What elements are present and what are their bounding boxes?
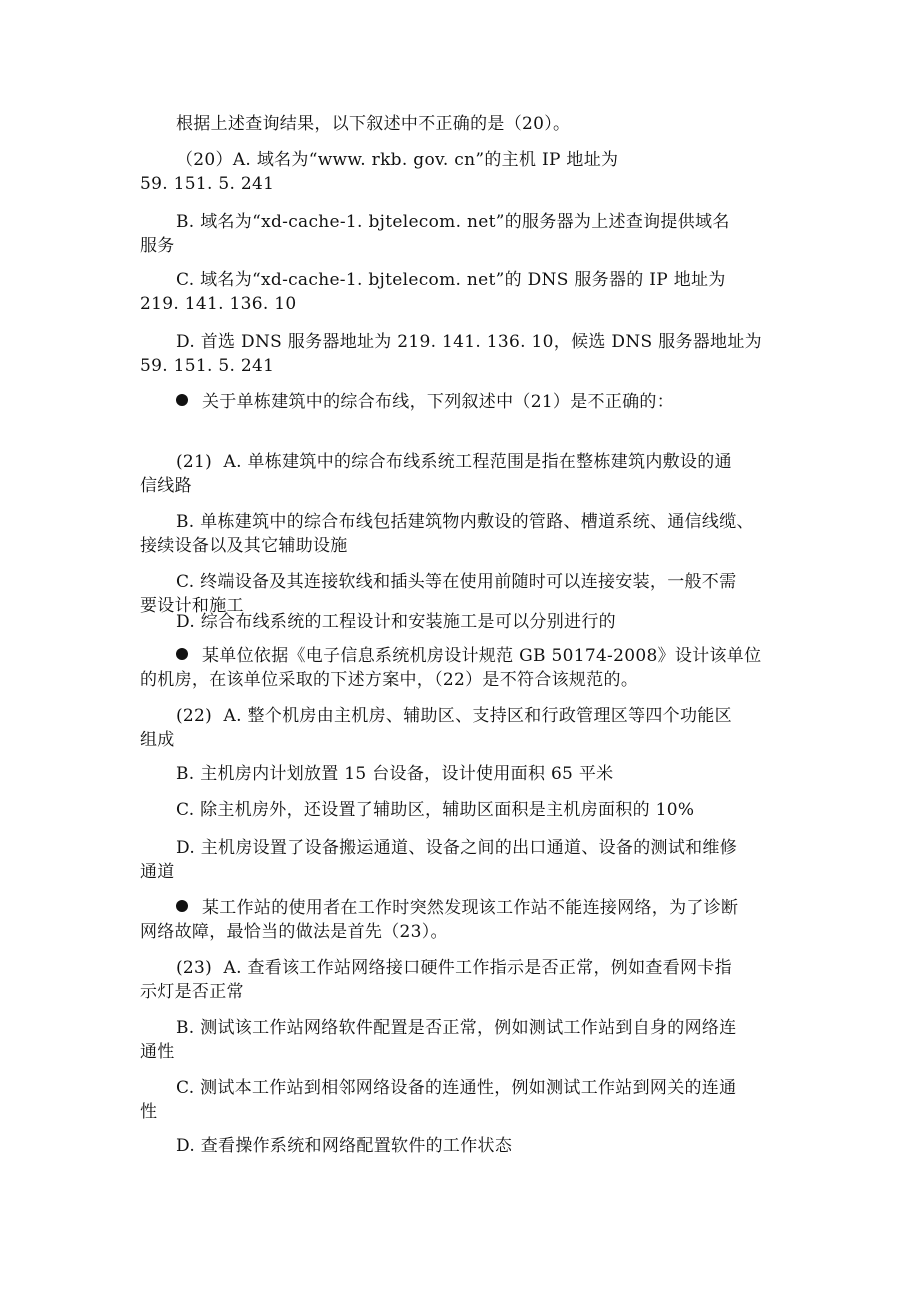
line-text: 某单位依据《电子信息系统机房设计规范 GB 50174-2008》设计该单位 [202,646,762,666]
line-text: 根据上述查询结果，以下叙述中不正确的是（20）。 [176,114,571,134]
text-line [140,534,792,558]
option-paragraph [140,510,792,558]
text-line [140,570,792,594]
line-text: 组成 [140,730,175,750]
text-line [140,268,792,292]
line-text: 通性 [140,1042,175,1062]
text-line [140,390,792,414]
text-line [140,668,792,692]
text-line [140,354,792,378]
question-paragraph [140,644,792,692]
option-paragraph [140,1076,792,1124]
line-text: C. 测试本工作站到相邻网络设备的连通性，例如测试工作站到网关的连通 [176,1078,737,1098]
text-line [140,1076,792,1100]
line-text: C. 域名为“xd-cache-1. bjtelecom. net”的 DNS 服务器的 IP 地址为 [176,270,726,290]
text-line [140,704,792,728]
text-line [140,1016,792,1040]
option-paragraph [140,610,792,634]
text-line [140,330,792,354]
line-text: 219. 141. 136. 10 [140,294,297,314]
line-text: (23) A. 查看该工作站网络接口硬件工作指示是否正常，例如查看网卡指 [176,958,732,978]
bullet-icon [176,394,188,406]
line-text: 信线路 [140,476,192,496]
line-text: 网络故障，最恰当的做法是首先（23）。 [140,922,448,942]
text-line [140,980,792,1004]
question-paragraph [140,896,792,944]
text-line [140,1100,792,1124]
text-line [140,836,792,860]
text-line [140,112,792,136]
text-line [140,210,792,234]
line-text: 接续设备以及其它辅助设施 [140,536,348,556]
line-text: D. 综合布线系统的工程设计和安装施工是可以分别进行的 [176,612,616,632]
text-line [140,1040,792,1064]
option-paragraph [140,268,792,316]
text-line [140,920,792,944]
line-text: 关于单栋建筑中的综合布线，下列叙述中（21）是不正确的： [202,392,675,412]
text-line [140,1134,792,1158]
text-line [140,450,792,474]
line-text: 示灯是否正常 [140,982,244,1002]
option-paragraph [140,798,792,822]
line-text: C. 终端设备及其连接软线和插头等在使用前随时可以连接安装，一般不需 [176,572,737,592]
question-paragraph [140,390,792,414]
text-line [140,798,792,822]
line-text: (21) A. 单栋建筑中的综合布线系统工程范围是指在整栋建筑内敷设的通 [176,452,732,472]
option-paragraph [140,330,792,378]
option-paragraph [140,112,792,136]
line-text: 的机房，在该单位采取的下述方案中，（22）是不符合该规范的。 [140,670,639,690]
text-line [140,644,792,668]
line-text: B. 单栋建筑中的综合布线包括建筑物内敷设的管路、槽道系统、通信线缆、 [176,512,754,532]
text-line [140,610,792,634]
line-text: 59. 151. 5. 241 [140,174,275,194]
option-paragraph [140,1134,792,1158]
text-line [140,234,792,258]
line-text: C. 除主机房外，还设置了辅助区，辅助区面积是主机房面积的 10% [176,800,695,820]
line-text: 要设计和施工 [140,596,244,616]
option-paragraph [140,1016,792,1064]
text-line [140,860,792,884]
line-text: (22) A. 整个机房由主机房、辅助区、支持区和行政管理区等四个功能区 [176,706,732,726]
text-line [140,292,792,316]
line-text: 59. 151. 5. 241 [140,356,275,376]
option-paragraph [140,762,792,786]
line-text: D. 查看操作系统和网络配置软件的工作状态 [176,1136,513,1156]
bullet-icon [176,648,188,660]
text-line [140,728,792,752]
line-text: 性 [140,1102,158,1122]
line-text: B. 主机房内计划放置 15 台设备，设计使用面积 65 平米 [176,764,614,784]
text-line [140,762,792,786]
line-text: 通道 [140,862,175,882]
text-line [140,510,792,534]
option-paragraph [140,704,792,752]
line-text: B. 域名为“xd-cache-1. bjtelecom. net”的服务器为上述查询提供域名 [176,212,730,232]
option-paragraph [140,148,792,196]
option-paragraph [140,210,792,258]
line-text: D. 主机房设置了设备搬运通道、设备之间的出口通道、设备的测试和维修 [176,838,738,858]
line-text: D. 首选 DNS 服务器地址为 219. 141. 136. 10，候选 DNS 服务器地址为 [176,332,762,352]
line-text: （20）A. 域名为“www. rkb. gov. cn”的主机 IP 地址为 [176,150,619,170]
text-line [140,956,792,980]
text-line [140,896,792,920]
bullet-icon [176,900,188,912]
option-paragraph [140,450,792,498]
option-paragraph [140,836,792,884]
text-line [140,172,792,196]
line-text: B. 测试该工作站网络软件配置是否正常，例如测试工作站到自身的网络连 [176,1018,737,1038]
line-text: 某工作站的使用者在工作时突然发现该工作站不能连接网络，为了诊断 [202,898,739,918]
option-paragraph [140,956,792,1004]
line-text: 服务 [140,236,175,256]
text-line [140,148,792,172]
text-line [140,474,792,498]
